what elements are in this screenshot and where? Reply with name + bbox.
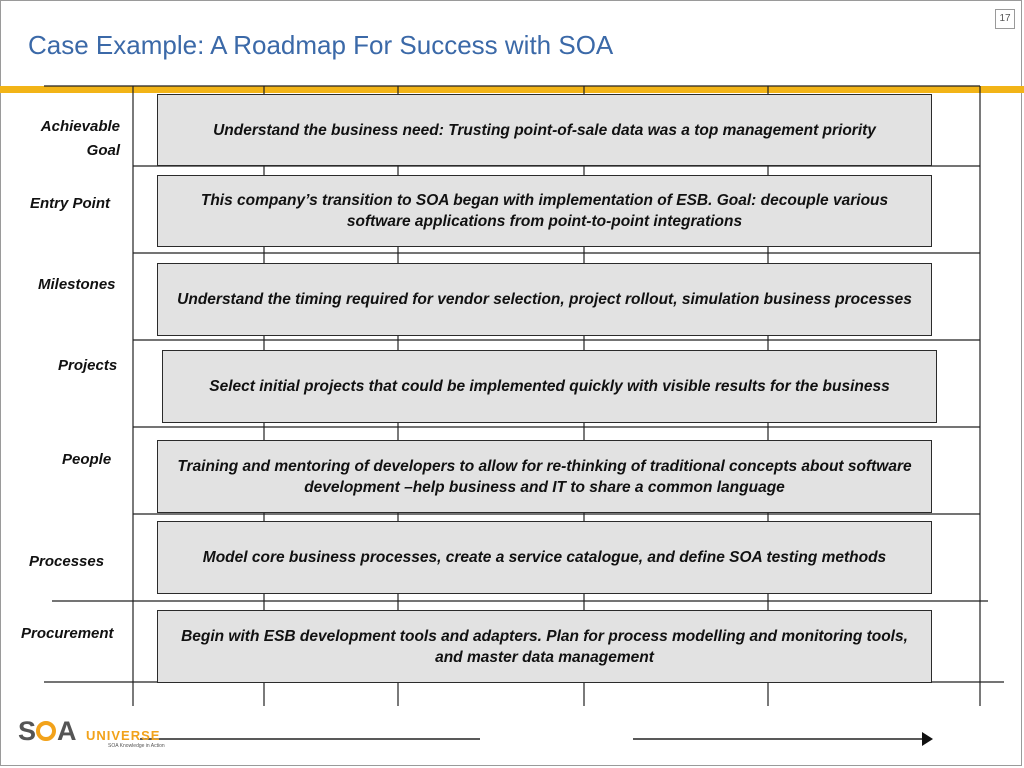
row-label-achievable-goal: Achievable Goal [40,118,120,159]
page-number: 17 [995,9,1015,29]
timeline-arrowhead [922,732,933,746]
logo-ring-icon [36,721,56,741]
logo-tagline: SOA Knowledge in Action [108,743,165,749]
roadmap-box-entry-point: This company’s transition to SOA began with implementation of ESB. Goal: decouple various software applications from point-to-point integrations [157,175,932,247]
slide-title: Case Example: A Roadmap For Success with SOA [28,30,614,60]
row-label-people: People [62,451,112,468]
row-label-projects: Projects [58,357,118,374]
soa-universe-logo [18,716,168,752]
roadmap-box-processes: Model core business processes, create a service catalogue, and define SOA testing methods [157,521,932,594]
roadmap-box-procurement: Begin with ESB development tools and adapters. Plan for process modelling and monitoring tools, and master data management [157,610,932,683]
logo-universe-text: UNIVERSE [86,728,161,743]
row-label-processes: Processes [29,553,105,570]
roadmap-box-achievable-goal: Understand the business need: Trusting point-of-sale data was a top management priority [157,94,932,166]
row-label-milestones: Milestones [38,276,116,293]
roadmap-box-people: Training and mentoring of developers to allow for re-thinking of traditional concepts about software development –help business and IT to share a common language [157,440,932,513]
roadmap-box-milestones: Understand the timing required for vendor selection, project rollout, simulation business processes [157,263,932,336]
row-label-procurement: Procurement [21,625,114,642]
roadmap-box-projects: Select initial projects that could be implemented quickly with visible results for the business [162,350,937,423]
row-label-entry-point: Entry Point [30,195,111,212]
logo-wordmark: S A [18,716,76,746]
